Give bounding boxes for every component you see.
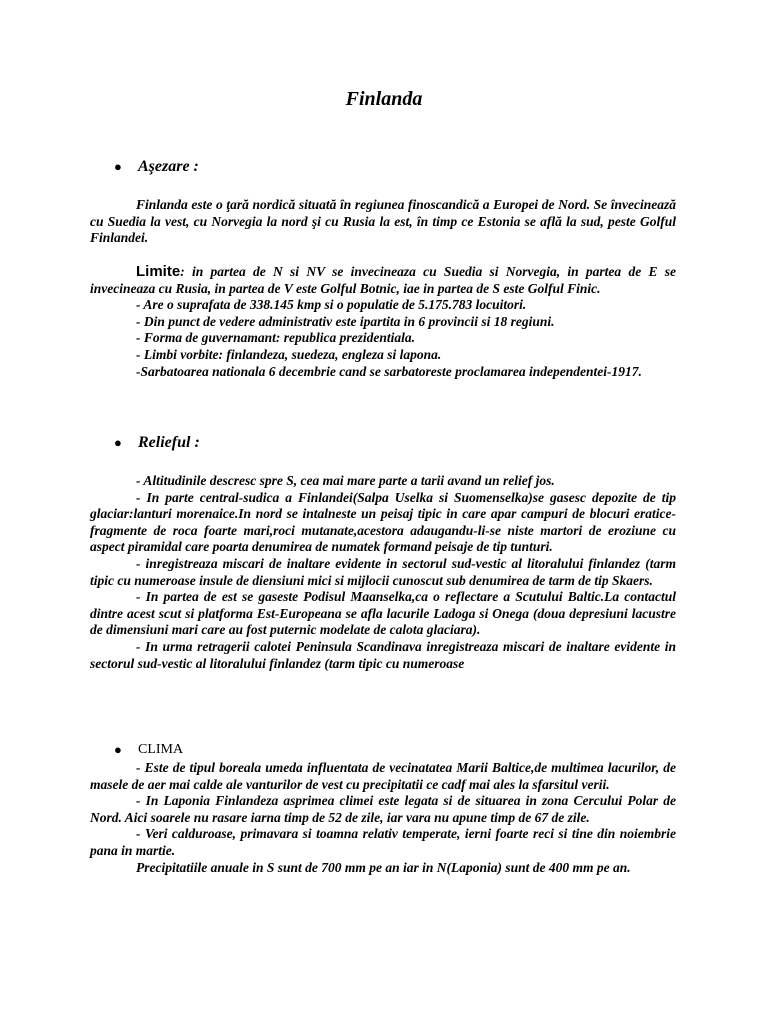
list-item: - Este de tipul boreala umeda influentata de vecinatatea Marii Baltice,de multimea lacurilor, de masele de aer mai calde ale vanturilor de vest cu precipitatii ce cadf mai ales la sfarsitul verii. (90, 760, 676, 792)
list-item: - Altitudinile descresc spre S, cea mai mare parte a tarii avand un relief jos. (136, 473, 555, 488)
bullet-icon: ● (114, 742, 122, 757)
list-item: - In partea de est se gaseste Podisul Maanselka,ca o reflectare a Scutului Baltic.La contactul dintre acest scut si platforma Est-Europeana se afla lacurile Ladoga si Onega (doua depresiuni lacustre de dimensiuni mari care au fost puternic modelate de calota glaciara). (90, 589, 676, 638)
section-limite (90, 264, 676, 380)
limite-label: Limite (136, 263, 181, 280)
list-item: - Limbi vorbite: finlandeza, suedeza, engleza si lapona. (136, 346, 442, 362)
list-item: Precipitatiile anuale in S sunt de 700 mm pe an iar in N(Laponia) sunt de 400 mm pe an. (136, 859, 631, 875)
limite-paragraph (90, 264, 676, 297)
list-item: - Are o suprafata de 338.145 kmp si o populatie de 5.175.783 locuitori. (136, 297, 527, 313)
limite-text: : in partea de N si NV se invecineaza cu Suedia si Norvegia, in partea de E se invecineaza cu Rusia, in partea de V este Golful Botnic, iae in partea de S este Golful Finic. (90, 264, 676, 296)
section-body-relieful (90, 473, 676, 672)
bullet-icon: ● (114, 435, 122, 450)
list-item: - Din punct de vedere administrativ este ipartita in 6 provincii si 18 regiuni. (136, 313, 555, 329)
list-item: - Forma de guvernamant: republica prezidentiala. (136, 330, 416, 346)
document-title: Finlanda (345, 88, 423, 110)
list-item: - In parte central-sudica a Finlandei(Salpa Uselka si Suomenselka)se gasesc depozite de tip glaciar:lanturi morenaice.In nord se intalneste un peisaj tipic in care apar campuri de blocuri eratice-fragmente de roca foarte mari,roci mutanate,acestora adaugandu-li-se niste martori de eroziune cu aspect piramidal care poarta denumirea de numatek formand peisaje de tip tunturi. (90, 489, 676, 555)
list-item: - In Laponia Finlandeza asprimea climei este legata si de situarea in zona Cercului Polar de Nord. Aici soarele nu rasare iarna timp de 52 de zile, iar vara nu apune timp de 67 de zile. (90, 793, 676, 825)
bullet-icon: ● (114, 159, 122, 174)
section-heading-asezare (114, 158, 199, 176)
section-heading-label: Relieful : (138, 434, 200, 451)
section-heading-clima (114, 742, 183, 758)
section-body-clima (90, 760, 676, 876)
section-heading-label: CLIMA (138, 742, 184, 757)
section-body-asezare (90, 197, 676, 247)
section-heading-relieful (114, 434, 200, 452)
list-item: - In urma retragerii calotei Peninsula Scandinava inregistreaza miscari de inaltare evidente in sectorul sud-vestic al litoralului finlandez (tarm tipic cu numeroase (90, 638, 676, 671)
list-item: - Veri calduroase, primavara si toamna relativ temperate, ierni foarte reci si tine din noiembrie pana in martie. (90, 826, 676, 858)
list-item: - inregistreaza miscari de inaltare evidente in sectorul sud-vestic al litoralului finlandez (tarm tipic cu numeroase insule de diensiuni mici si mijlocii cunoscut sub denumirea de tarm de tip Skaers. (90, 555, 676, 588)
list-item: -Sarbatoarea nationala 6 decembrie cand se sarbatoreste proclamarea independentei-1917. (136, 363, 642, 379)
section-heading-label: Aşezare : (138, 158, 199, 175)
paragraph: Finlanda este o ţară nordică situată în regiunea finoscandică a Europei de Nord. Se învecinează cu Suedia la vest, cu Norvegia la nord şi cu Rusia la est, în timp ce Estonia se află la sud, peste Golful Finlandei. (90, 197, 676, 246)
